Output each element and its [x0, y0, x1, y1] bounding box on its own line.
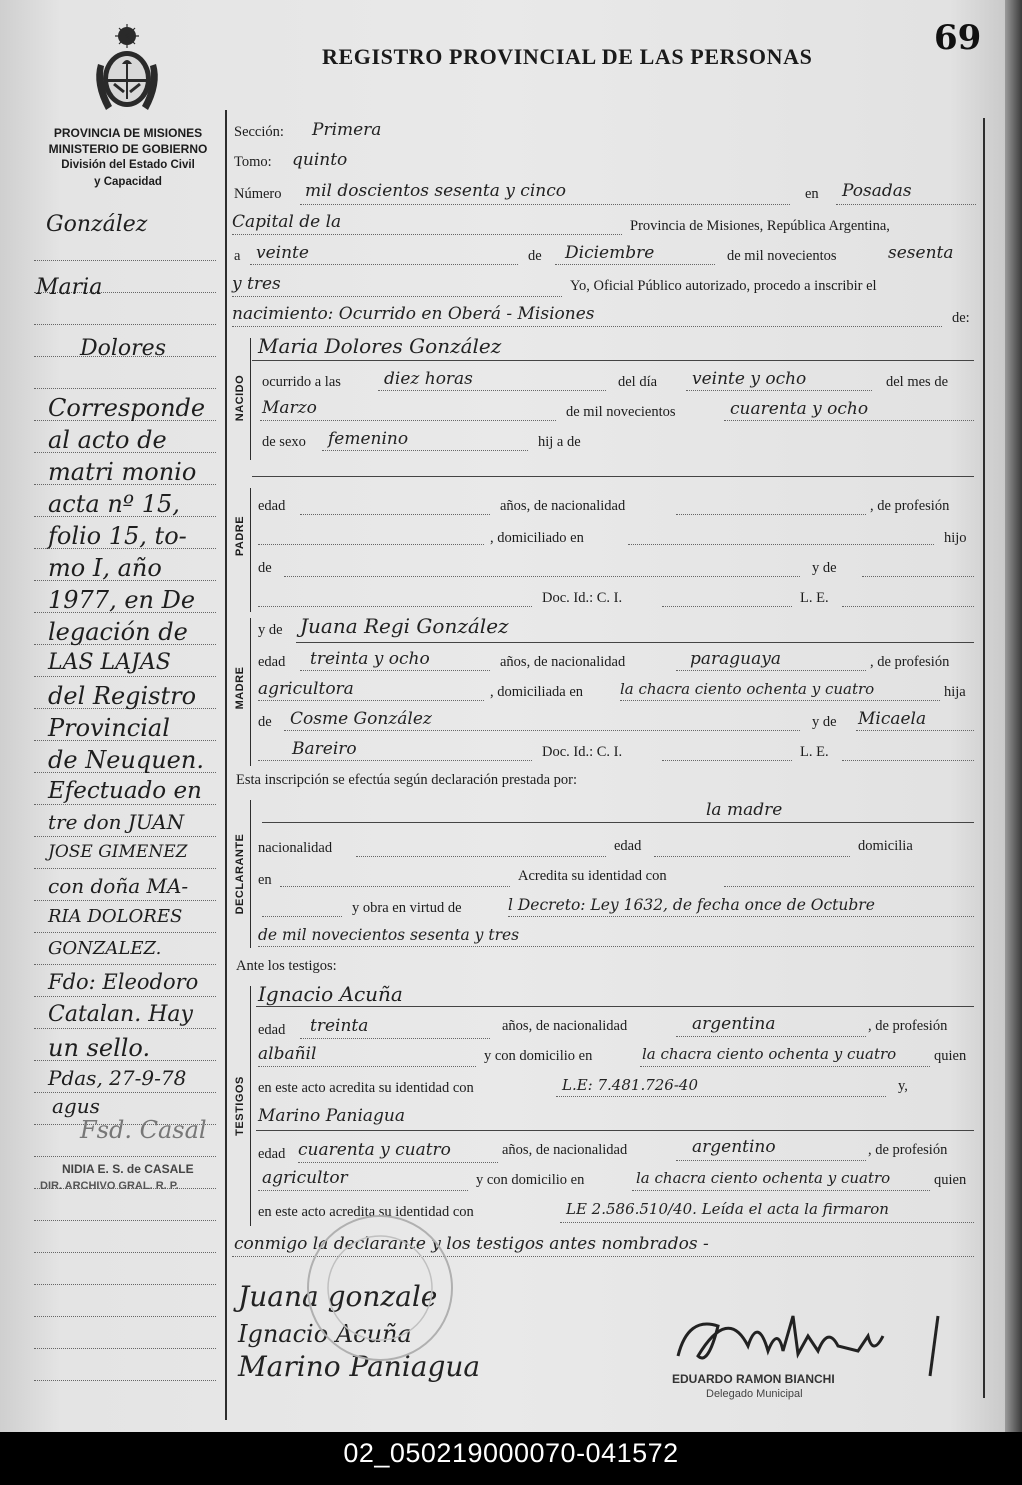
label-de-madre: de [258, 714, 272, 730]
field-line [378, 390, 606, 391]
margin-line [34, 676, 216, 677]
section-padre: PADRE [234, 515, 246, 557]
label-numero: Número [234, 186, 282, 202]
value-t2-documento: LE 2.586.510/40. Leída el acta la firmaron [566, 1200, 889, 1218]
label-hijo: hijo [944, 530, 967, 546]
stamp-right-line: Delegado Municipal [706, 1388, 803, 1400]
label-en-decl: en [258, 872, 272, 888]
label-edad-padre: edad [258, 498, 286, 514]
header-division-2: y Capacidad [94, 176, 162, 188]
value-madre-nombre: Juana Regi González [300, 614, 509, 638]
label-edad-madre: edad [258, 654, 286, 670]
section-rule [250, 986, 251, 1226]
margin-line [34, 1348, 216, 1349]
value-tomo: quinto [292, 150, 348, 170]
field-line [842, 760, 974, 761]
value-dia-inscripcion: veinte [256, 243, 309, 263]
field-line [676, 1036, 866, 1037]
right-border-rule [983, 118, 985, 1398]
label-obra: y obra en virtud de [352, 900, 462, 916]
field-line [258, 760, 532, 761]
label-seccion: Sección: [234, 124, 284, 140]
label-acredita: Acredita su identidad con [518, 868, 667, 884]
value-t1-edad: treinta [310, 1016, 369, 1036]
margin-note-line: JOSE GIMENEZ [48, 842, 188, 862]
label-con-domicilio-t2: y con domicilio en [476, 1172, 585, 1188]
label-quien-t2: quien [934, 1172, 967, 1188]
header-ministry: MINISTERIO DE GOBIERNO [48, 142, 208, 156]
field-line [284, 730, 800, 731]
label-provincia: Provincia de Misiones, República Argentina, [630, 218, 890, 234]
section-testigos: TESTIGOS [234, 1076, 246, 1136]
name-line [296, 642, 974, 643]
name-line [256, 1006, 974, 1007]
label-y-de-padre: y de [812, 560, 837, 576]
field-line [724, 420, 974, 421]
field-line [232, 296, 562, 297]
label-y-de-abuela: y de [812, 714, 837, 730]
margin-note-line: Efectuado en [48, 778, 202, 804]
margin-note-line: legación de [48, 618, 188, 646]
field-line [628, 544, 934, 545]
field-line [280, 886, 510, 887]
name-line [262, 822, 974, 823]
label-quien-t1: quien [934, 1048, 967, 1064]
value-t2-profesion: agricultor [262, 1168, 348, 1188]
margin-line [34, 1380, 216, 1381]
margin-note-line: agus [52, 1094, 100, 1118]
value-t2-nacionalidad: argentino [692, 1137, 776, 1157]
label-domiciliado: , domiciliado en [490, 530, 584, 546]
label-en: en [805, 186, 819, 202]
signature-testigo-2: Marino Paniagua [238, 1350, 481, 1383]
field-line [555, 264, 715, 265]
value-numero: mil doscientos sesenta y cinco [305, 181, 566, 201]
label-del-dia: del día [618, 374, 658, 390]
margin-note-line: Catalan. Hay [48, 1002, 193, 1027]
margin-note-line: RIA DOLORES [48, 906, 183, 927]
margin-line [34, 1252, 216, 1253]
stamp-left-line: NIDIA E. S. de CASALE [62, 1162, 194, 1176]
label-profesion-madre: , de profesión [870, 654, 950, 670]
margin-middlename: Dolores [80, 336, 166, 361]
value-mes-inscripcion: Diciembre [565, 243, 655, 263]
section-divider [252, 476, 974, 477]
label-domiciliada: , domiciliada en [490, 684, 584, 700]
label-de-sexo: de sexo [262, 434, 306, 450]
margin-note-line: matri monio [48, 458, 197, 486]
field-line [232, 326, 942, 327]
label-doc-madre: Doc. Id.: C. I. [542, 744, 623, 760]
label-profesion-t2: , de profesión [868, 1142, 948, 1158]
label-anos-nac-t1: años, de nacionalidad [502, 1018, 628, 1034]
margin-note-line: al acto de [48, 426, 167, 454]
page-number: 69 [934, 18, 982, 58]
field-line [620, 700, 940, 701]
value-testigo-2: Marino Paniagua [258, 1106, 405, 1126]
field-line [842, 606, 974, 607]
section-rule [250, 488, 251, 612]
margin-line [34, 996, 216, 997]
label-profesion-t1: , de profesión [868, 1018, 948, 1034]
margin-note-line: un sello. [48, 1034, 151, 1062]
field-line [676, 670, 866, 671]
margin-note-line: tre don JUAN [48, 810, 185, 834]
field-line [640, 1066, 930, 1067]
file-id: 02_050219000070-041572 [343, 1438, 679, 1468]
label-ante-testigos: Ante los testigos: [236, 958, 337, 974]
margin-line [34, 1220, 216, 1221]
label-a: a [234, 248, 241, 264]
label-edad-t2: edad [258, 1146, 286, 1162]
value-t1-nacionalidad: argentina [692, 1014, 776, 1034]
margin-note-line: de Neuquen. [48, 746, 204, 774]
label-en-este-acto-t2: en este acto acredita su identidad con [258, 1204, 474, 1220]
label-le-madre: L. E. [800, 744, 829, 760]
margin-line [34, 868, 216, 869]
value-nacimiento: nacimiento: Ocurrido en Oberá - Misiones [232, 304, 595, 324]
margin-note-line: Pdas, 27-9-78 [48, 1066, 187, 1090]
value-dia-nac: veinte y ocho [692, 369, 807, 389]
value-seccion: Primera [312, 120, 382, 140]
value-anio-inscripcion: sesenta [888, 243, 954, 263]
value-madre-edad: treinta y ocho [310, 649, 430, 669]
label-anos-nac-madre: años, de nacionalidad [500, 654, 626, 670]
field-line [258, 946, 974, 947]
field-line [560, 1222, 974, 1223]
value-madre-domicilio: la chacra ciento ochenta y cuatro [620, 680, 875, 698]
field-line [250, 264, 518, 265]
label-con-domicilio-t1: y con domicilio en [484, 1048, 593, 1064]
value-abuela: Micaela [858, 709, 927, 729]
margin-line [34, 324, 216, 325]
section-declarante: DECLARANTE [234, 833, 246, 915]
section-nacido: NACIDO [234, 374, 246, 422]
label-de-colon: de: [952, 310, 970, 326]
signature-testigo-1: Ignacio Acuña [238, 1320, 412, 1348]
signature-madre: Juana gonzale [238, 1280, 438, 1313]
label-de-mil-nov: de mil novecientos [566, 404, 676, 420]
label-nacionalidad-decl: nacionalidad [258, 840, 333, 856]
value-t2-domicilio: la chacra ciento ochenta y cuatro [636, 1169, 891, 1187]
margin-line [34, 932, 216, 933]
value-decreto-2: de mil novecientos sesenta y tres [258, 926, 520, 944]
field-line [676, 1160, 866, 1161]
margin-line [34, 1284, 216, 1285]
field-line [300, 670, 490, 671]
margin-note-line: Corresponde [48, 394, 206, 422]
value-abuelo: Cosme González [290, 709, 432, 729]
label-y-de-madre: y de [258, 622, 283, 638]
margin-line [34, 964, 216, 965]
label-edad-decl: edad [614, 838, 642, 854]
name-line [256, 1130, 974, 1131]
field-line [856, 730, 974, 731]
label-esta-inscripcion: Esta inscripción se efectúa según declaración prestada por: [236, 772, 578, 788]
field-line [676, 514, 866, 515]
margin-note-line: 1977, en De [48, 586, 196, 614]
book-edge [1005, 0, 1022, 1432]
value-t1-profesion: albañil [258, 1044, 317, 1064]
label-del-mes: del mes de [886, 374, 949, 390]
margin-line [34, 1092, 216, 1093]
margin-note-line: GONZALEZ. [48, 938, 162, 959]
value-anio-inscripcion-2: y tres [232, 274, 281, 294]
value-hora: diez horas [384, 369, 473, 389]
section-madre: MADRE [234, 666, 246, 710]
label-de: de [528, 248, 542, 264]
margin-note-line: folio 15, to- [48, 522, 187, 550]
label-anos-nac-padre: años, de nacionalidad [500, 498, 626, 514]
stamp-right-line: EDUARDO RAMON BIANCHI [672, 1372, 835, 1386]
field-line [284, 576, 800, 577]
value-decreto: l Decreto: Ley 1632, de fecha once de Octubre [508, 896, 875, 914]
coat-of-arms-icon [92, 24, 162, 116]
label-en-este-acto-t1: en este acto acredita su identidad con [258, 1080, 474, 1096]
margin-note-line: mo I, año [48, 554, 162, 582]
margin-note-line: LAS LAJAS [48, 650, 171, 675]
seal-icon [300, 1168, 460, 1408]
value-capital: Capital de la [232, 212, 342, 232]
label-de-padre: de [258, 560, 272, 576]
field-line [258, 1066, 476, 1067]
field-line [300, 514, 490, 515]
field-line [356, 856, 606, 857]
label-profesion-padre: , de profesión [870, 498, 950, 514]
margin-line [34, 804, 216, 805]
field-line [232, 234, 622, 235]
label-tomo: Tomo: [234, 154, 272, 170]
margin-line [34, 260, 216, 261]
label-doc-padre: Doc. Id.: C. I. [542, 590, 623, 606]
label-hijo-a-de: hij a de [538, 434, 581, 450]
margin-note-line: del Registro [48, 682, 197, 710]
value-en: Posadas [842, 181, 912, 201]
value-madre-nacionalidad: paraguaya [690, 649, 781, 669]
field-line [724, 886, 974, 887]
label-domicilia: domicilia [858, 838, 913, 854]
value-t1-documento: L.E: 7.481.726-40 [562, 1076, 698, 1094]
stamp-left-line: DIR. ARCHIVO GRAL. R. P. [40, 1180, 179, 1192]
field-line [298, 1162, 498, 1163]
field-line [686, 390, 872, 391]
value-cierre: conmigo la declarante y los testigos antes nombrados - [234, 1234, 709, 1254]
value-nombre-nacido: Maria Dolores González [258, 334, 502, 358]
section-rule [250, 618, 251, 766]
value-sexo: femenino [328, 429, 409, 449]
field-line [300, 1038, 490, 1039]
field-line [258, 544, 484, 545]
value-t2-edad: cuarenta y cuatro [298, 1140, 451, 1160]
margin-note-line: Fdo: Eleodoro [48, 970, 199, 994]
header-division: División del Estado Civil [61, 159, 195, 171]
left-column-rule [225, 110, 227, 1420]
label-ocurrido: ocurrido a las [262, 374, 341, 390]
value-anio-nac: cuarenta y ocho [730, 399, 869, 419]
value-madre-profesion: agricultora [258, 679, 354, 699]
margin-note-line: Provincial [48, 714, 170, 742]
margin-note-line: acta nº 15, [48, 490, 180, 518]
margin-line [34, 388, 216, 389]
margin-line [34, 836, 216, 837]
label-hija: hija [944, 684, 966, 700]
margin-line [34, 900, 216, 901]
field-line [654, 856, 850, 857]
field-line [862, 576, 974, 577]
section-rule [250, 338, 251, 460]
margin-note-line: con doña MA- [48, 874, 189, 898]
value-mes-nac: Marzo [262, 398, 317, 418]
label-le-padre: L. E. [800, 590, 829, 606]
header-province: PROVINCIA DE MISIONES [53, 126, 203, 140]
field-line [258, 700, 484, 701]
field-line [662, 606, 792, 607]
label-edad-t1: edad [258, 1022, 286, 1038]
margin-line [34, 1316, 216, 1317]
field-line [322, 450, 528, 451]
margin-signature: Fsd. Casal [80, 1116, 207, 1144]
field-line [258, 606, 532, 607]
field-line [836, 204, 976, 205]
value-testigo-1: Ignacio Acuña [258, 982, 403, 1006]
value-abuela-apellido: Bareiro [292, 739, 357, 759]
label-de-mil: de mil novecientos [727, 248, 837, 264]
field-line [300, 204, 790, 205]
value-t1-domicilio: la chacra ciento ochenta y cuatro [642, 1045, 897, 1063]
margin-line [34, 1156, 216, 1157]
page-title: REGISTRO PROVINCIAL DE LAS PERSONAS [322, 44, 813, 69]
field-line [556, 1096, 886, 1097]
name-line [252, 360, 974, 361]
label-yo-oficial: Yo, Oficial Público autorizado, procedo a inscribir el [570, 278, 877, 294]
field-line [662, 760, 792, 761]
value-declarante: la madre [706, 800, 783, 820]
field-line [508, 916, 974, 917]
margin-surname: González [46, 212, 148, 237]
label-y-comma: y, [898, 1078, 908, 1094]
field-line [262, 916, 342, 917]
margin-firstname: Maria [36, 275, 103, 300]
field-line [632, 1190, 930, 1191]
section-rule [250, 800, 251, 948]
margin-line [34, 1028, 216, 1029]
label-anos-nac-t2: años, de nacionalidad [502, 1142, 628, 1158]
field-line [260, 420, 556, 421]
